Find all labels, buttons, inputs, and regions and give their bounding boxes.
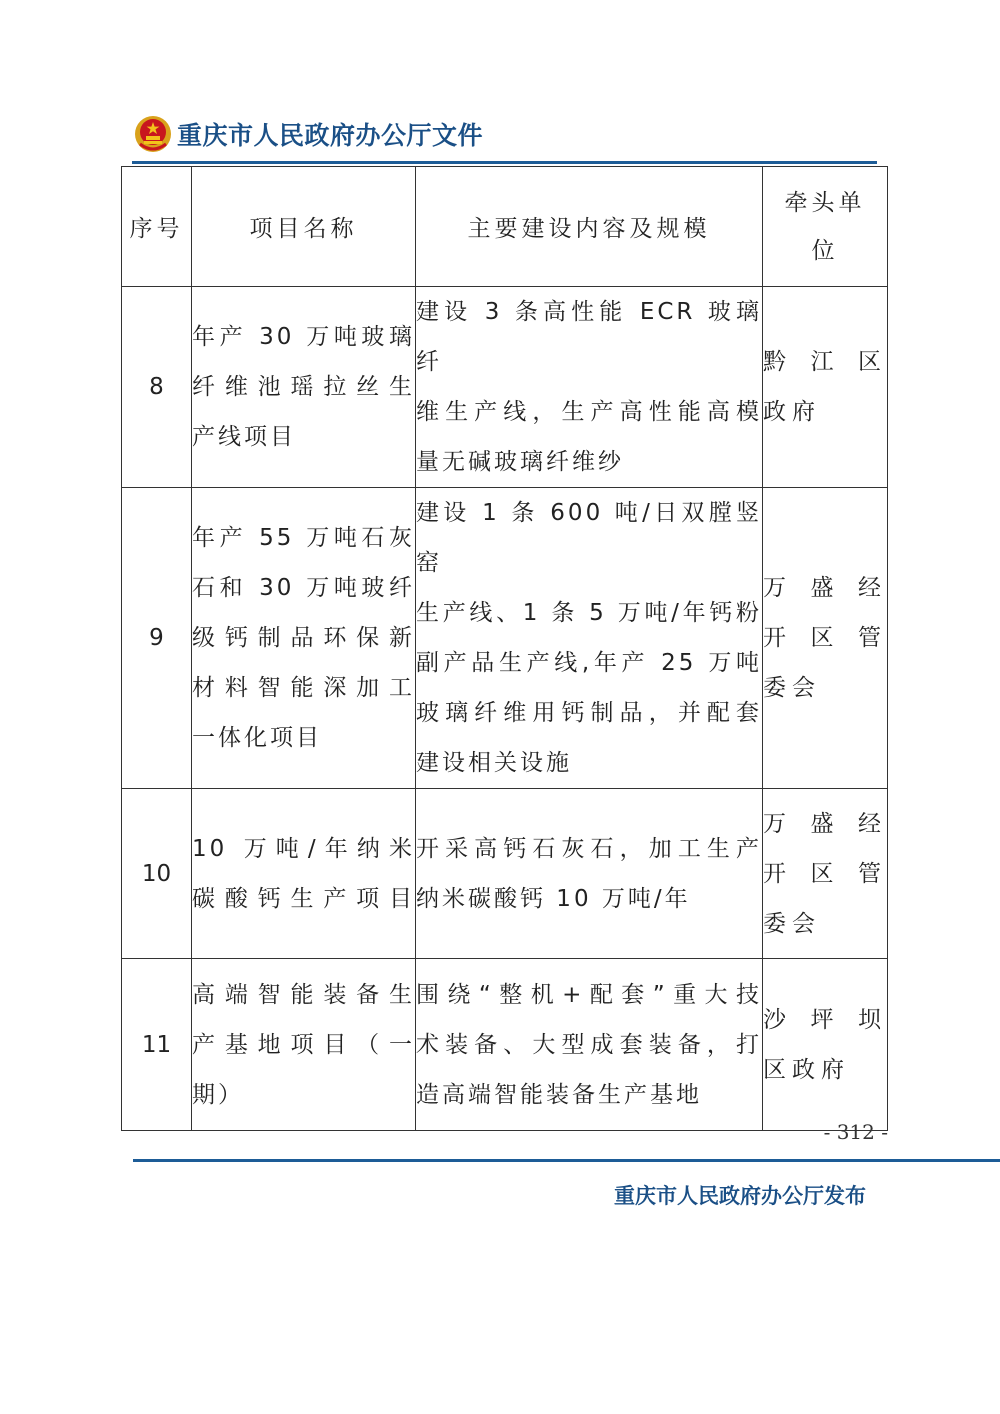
projects-table: [121, 166, 888, 1131]
row-number: 8: [122, 287, 192, 488]
document-header: [133, 112, 483, 156]
document-header-title: 重庆市人民政府办公厅文件: [177, 121, 484, 150]
page-number: - 312 -: [823, 1120, 888, 1144]
row-number: 11: [122, 959, 192, 1131]
project-content-line: 纳米碳酸钙 10 万吨/年: [416, 885, 691, 912]
project-content-line: 副产品生产线,年产 25 万吨: [416, 650, 762, 676]
lead-unit-cell: [763, 488, 888, 789]
project-name-line: 产基地项目（一: [192, 1031, 415, 1058]
project-content-cell: [416, 789, 763, 959]
project-content-line: 开采高钙石灰石，加工生产: [416, 835, 762, 862]
lead-unit-line: 开区管: [763, 860, 887, 887]
table-row: [122, 488, 888, 789]
project-content-line: 量无碱玻璃纤维纱: [416, 449, 624, 475]
project-name-cell: [192, 959, 416, 1131]
project-name-line: 纤维池瑶拉丝生: [192, 374, 415, 400]
lead-unit-line: 委会: [763, 675, 821, 701]
project-content-line: 术装备、大型成套装备，打: [416, 1031, 762, 1058]
project-name-line: 材料智能深加工: [192, 675, 415, 701]
lead-unit-line: 区政府: [763, 1056, 850, 1083]
project-name-cell: [192, 789, 416, 959]
lead-unit-line: 万盛经: [763, 810, 887, 837]
column-header-lead-unit-line: 牵头单: [784, 189, 866, 216]
table-header-row: [122, 167, 888, 287]
project-name-line: 一体化项目: [192, 725, 322, 751]
lead-unit-cell: [763, 959, 888, 1131]
project-content-line: 维生产线，生产高性能高模: [416, 399, 762, 425]
project-name-line: 年产 30 万吨玻璃: [192, 324, 415, 350]
project-content-cell: [416, 287, 763, 488]
project-content-line: 生产线、1 条 5 万吨/年钙粉: [416, 600, 762, 626]
column-header-lead-unit-line: 位: [811, 237, 839, 264]
national-emblem-icon: [133, 114, 173, 154]
lead-unit-line: 黔江区: [763, 349, 887, 375]
lead-unit-cell: [763, 287, 888, 488]
column-header-project-name: 项目名称: [192, 167, 416, 287]
header-divider: [132, 161, 877, 164]
project-name-line: 产线项目: [192, 424, 296, 450]
row-number: 10: [122, 789, 192, 959]
lead-unit-line: 万盛经: [763, 575, 887, 601]
lead-unit-line: 委会: [763, 910, 821, 937]
footer-divider: [133, 1159, 1000, 1162]
project-content-cell: [416, 488, 763, 789]
project-content-line: 建设相关设施: [416, 750, 572, 776]
project-content-cell: [416, 959, 763, 1131]
lead-unit-cell: [763, 789, 888, 959]
project-content-line: 建设 1 条 600 吨/日双膛竖窑: [416, 500, 762, 576]
project-name-line: 年产 55 万吨石灰: [192, 525, 415, 551]
lead-unit-line: 开区管: [763, 625, 887, 651]
project-name-line: 级钙制品环保新: [192, 625, 415, 651]
footer-publisher: 重庆市人民政府办公厅发布: [614, 1184, 866, 1208]
project-name-cell: [192, 488, 416, 789]
column-header-lead-unit: [763, 167, 888, 287]
project-name-line: 高端智能装备生: [192, 981, 415, 1008]
table-row: [122, 789, 888, 959]
project-content-line: 玻璃纤维用钙制品，并配套: [416, 700, 762, 726]
project-name-cell: [192, 287, 416, 488]
project-name-line: 石和 30 万吨玻纤: [192, 575, 415, 601]
row-number: 9: [122, 488, 192, 789]
project-name-line: 10 万吨/年纳米: [192, 835, 415, 862]
column-header-content: 主要建设内容及规模: [416, 167, 763, 287]
column-header-number: 序号: [122, 167, 192, 287]
project-name-line: 碳酸钙生产项目: [192, 885, 415, 912]
table-row: [122, 287, 888, 488]
project-content-line: 围绕“整机+配套”重大技: [416, 981, 762, 1008]
lead-unit-line: 政府: [763, 399, 821, 425]
project-name-line: 期）: [192, 1081, 244, 1108]
table-row: [122, 959, 888, 1131]
project-content-line: 建设 3 条高性能 ECR 玻璃纤: [416, 299, 762, 375]
project-content-line: 造高端智能装备生产基地: [416, 1081, 702, 1108]
lead-unit-line: 沙坪坝: [763, 1006, 887, 1033]
